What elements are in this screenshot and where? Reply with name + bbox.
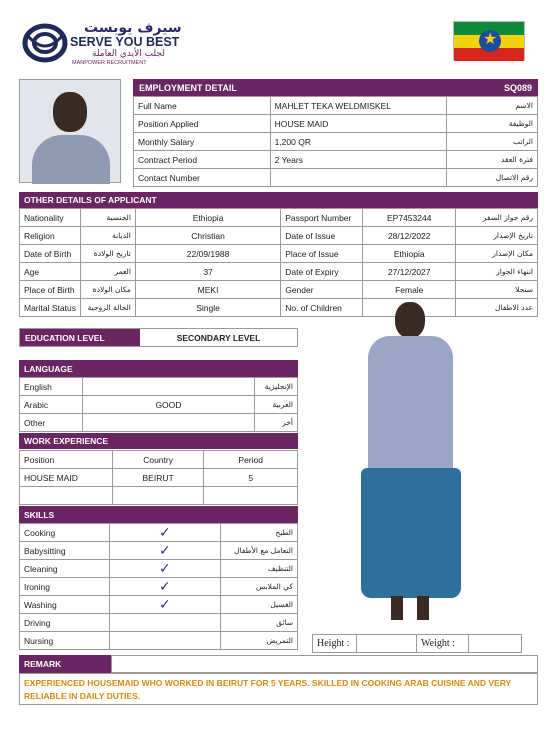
brand-tagline-ar: لجلب الأيدي العاملة <box>92 49 165 59</box>
language-level <box>82 414 254 432</box>
work-cell: HOUSE MAID <box>20 469 113 487</box>
detail-label: Date of Issue <box>281 227 363 245</box>
detail-label-ar: تاريخ الولادة <box>80 245 135 263</box>
detail-label: Passport Number <box>281 209 363 227</box>
detail-value: 37 <box>135 263 280 281</box>
language-name: English <box>20 378 83 396</box>
language-name-ar: أخر <box>255 414 298 432</box>
other-details-row <box>20 281 538 299</box>
work-experience-table <box>19 450 298 505</box>
language-row <box>20 378 298 396</box>
employment-row <box>134 133 538 151</box>
employment-value <box>270 169 447 187</box>
skill-name: Washing <box>20 596 110 614</box>
detail-value: EP7453244 <box>363 209 456 227</box>
work-header-row <box>20 451 298 469</box>
detail-label: No. of Children <box>281 299 363 317</box>
applicant-photo-full <box>353 298 473 630</box>
skill-name-ar: سائق <box>221 614 298 632</box>
detail-label: Marital Status <box>20 299 81 317</box>
detail-label-ar: الديانة <box>80 227 135 245</box>
checkmark-icon: ✓ <box>109 542 220 560</box>
detail-label: Age <box>20 263 81 281</box>
employment-table <box>133 96 538 187</box>
skill-name: Cleaning <box>20 560 110 578</box>
education-label: EDUCATION LEVEL <box>20 329 140 346</box>
language-level <box>82 378 254 396</box>
work-cell <box>204 487 298 505</box>
education-value: SECONDARY LEVEL <box>176 332 261 343</box>
detail-value: Christian <box>135 227 280 245</box>
work-header: Country <box>112 451 204 469</box>
detail-label-ar: الحالة الزوجية <box>80 299 135 317</box>
employment-label-ar: الوظيفة <box>447 115 538 133</box>
skills-table <box>19 523 298 650</box>
skill-name-ar: الغسيل <box>221 596 298 614</box>
skill-name-ar: كي الملابس <box>221 578 298 596</box>
other-details-title: OTHER DETAILS OF APPLICANT <box>19 192 538 208</box>
other-details-row <box>20 263 538 281</box>
work-row <box>20 469 298 487</box>
reference-number: SQ089 <box>503 82 532 93</box>
detail-label-ar: تاريخ الإصدار <box>456 227 538 245</box>
detail-label-ar: انتهاء الجواز <box>456 263 538 281</box>
work-header: Period <box>204 451 298 469</box>
work-cell <box>112 487 204 505</box>
work-experience-title: WORK EXPERIENCE <box>19 433 298 449</box>
language-title: LANGUAGE <box>19 360 298 377</box>
language-row <box>20 396 298 414</box>
skill-name: Ironing <box>20 578 110 596</box>
employment-label: Monthly Salary <box>134 133 271 151</box>
employment-value: 1,200 QR <box>270 133 447 151</box>
detail-value: Female <box>363 281 456 299</box>
employment-row <box>134 97 538 115</box>
employment-value: MAHLET TEKA WELDMISKEL <box>270 97 447 115</box>
skill-row <box>20 578 298 596</box>
detail-value: MEKI <box>135 281 280 299</box>
skill-check-empty <box>109 614 220 632</box>
detail-label-ar: رقم جواز السفر <box>456 209 538 227</box>
employment-row <box>134 115 538 133</box>
skill-row <box>20 560 298 578</box>
detail-label-ar: مكان الإصدار <box>456 245 538 263</box>
skill-name: Cooking <box>20 524 110 542</box>
skill-name-ar: الطبخ <box>221 524 298 542</box>
work-row <box>20 487 298 505</box>
checkmark-icon: ✓ <box>109 596 220 614</box>
detail-label: Date of Birth <box>20 245 81 263</box>
skill-row <box>20 596 298 614</box>
detail-label-ar: عدد الاطفال <box>456 299 538 317</box>
language-name-ar: العربية <box>255 396 298 414</box>
work-header: Position <box>20 451 113 469</box>
employment-row <box>134 151 538 169</box>
skill-row <box>20 542 298 560</box>
ethiopia-flag-icon: ★ <box>453 21 525 60</box>
skill-check-empty <box>109 632 220 650</box>
employment-label-ar: فترة العقد <box>447 151 538 169</box>
employment-label: Position Applied <box>134 115 271 133</box>
skill-row <box>20 632 298 650</box>
detail-value: 28/12/2022 <box>363 227 456 245</box>
skill-name: Babysitting <box>20 542 110 560</box>
skills-title: SKILLS <box>19 506 298 523</box>
detail-label-ar: العمر <box>80 263 135 281</box>
checkmark-icon: ✓ <box>109 524 220 542</box>
other-details-row <box>20 245 538 263</box>
detail-value: Single <box>135 299 280 317</box>
detail-label-ar: الجنسية <box>80 209 135 227</box>
detail-label-ar: سنجلا <box>456 281 538 299</box>
detail-label: Place of Issue <box>281 245 363 263</box>
employment-label-ar: رقم الاتصال <box>447 169 538 187</box>
employment-label-ar: الاسم <box>447 97 538 115</box>
language-name-ar: الإنجليزية <box>255 378 298 396</box>
height-label: Height : <box>312 634 357 653</box>
skill-name: Nursing <box>20 632 110 650</box>
skill-name-ar: التنظيف <box>221 560 298 578</box>
brand-name-en: SERVE YOU BEST <box>70 35 180 49</box>
employment-label: Contract Period <box>134 151 271 169</box>
employment-title: EMPLOYMENT DETAIL <box>139 82 237 93</box>
other-details-row <box>20 209 538 227</box>
checkmark-icon: ✓ <box>109 578 220 596</box>
language-level: GOOD <box>82 396 254 414</box>
work-cell: BEIRUT <box>112 469 204 487</box>
brand-name-ar: سيرف يوبست <box>84 20 182 36</box>
weight-field[interactable] <box>469 634 522 653</box>
work-cell: 5 <box>204 469 298 487</box>
detail-value: Ethiopia <box>135 209 280 227</box>
logo-mark-icon <box>22 22 68 64</box>
skill-row <box>20 614 298 632</box>
detail-value: Ethiopia <box>363 245 456 263</box>
employment-value: HOUSE MAID <box>270 115 447 133</box>
work-cell <box>20 487 113 505</box>
detail-value: 22/09/1988 <box>135 245 280 263</box>
detail-label: Date of Expiry <box>281 263 363 281</box>
company-logo <box>22 20 197 68</box>
height-field[interactable] <box>357 634 417 653</box>
detail-value: 27/12/2027 <box>363 263 456 281</box>
employment-label-ar: الراتب <box>447 133 538 151</box>
employment-label: Contact Number <box>134 169 271 187</box>
skill-name-ar: التمريض <box>221 632 298 650</box>
language-name: Other <box>20 414 83 432</box>
applicant-photo-portrait <box>19 79 121 183</box>
detail-label: Gender <box>281 281 363 299</box>
employment-label: Full Name <box>134 97 271 115</box>
detail-label: Nationality <box>20 209 81 227</box>
remark-title: REMARK <box>19 655 111 673</box>
language-table <box>19 377 298 432</box>
detail-label: Religion <box>20 227 81 245</box>
employment-value: 2 Years <box>270 151 447 169</box>
other-details-row <box>20 227 538 245</box>
brand-tagline-en: MANPOWER RECRUITMENT <box>72 60 147 66</box>
skill-name: Driving <box>20 614 110 632</box>
skill-row <box>20 524 298 542</box>
checkmark-icon: ✓ <box>109 560 220 578</box>
detail-label-ar: مكان الولادة <box>80 281 135 299</box>
detail-label: Place of Birth <box>20 281 81 299</box>
employment-row <box>134 169 538 187</box>
weight-label: Weight : <box>417 634 469 653</box>
skill-name-ar: التعامل مع الأطفال <box>221 542 298 560</box>
language-name: Arabic <box>20 396 83 414</box>
language-row <box>20 414 298 432</box>
remark-text: EXPERIENCED HOUSEMAID WHO WORKED IN BEIRUT FOR 5 YEARS. SKILLED IN COOKING ARAB CUISINE AND VERY RELIABLE IN DAILY DUTIES. <box>19 673 538 705</box>
